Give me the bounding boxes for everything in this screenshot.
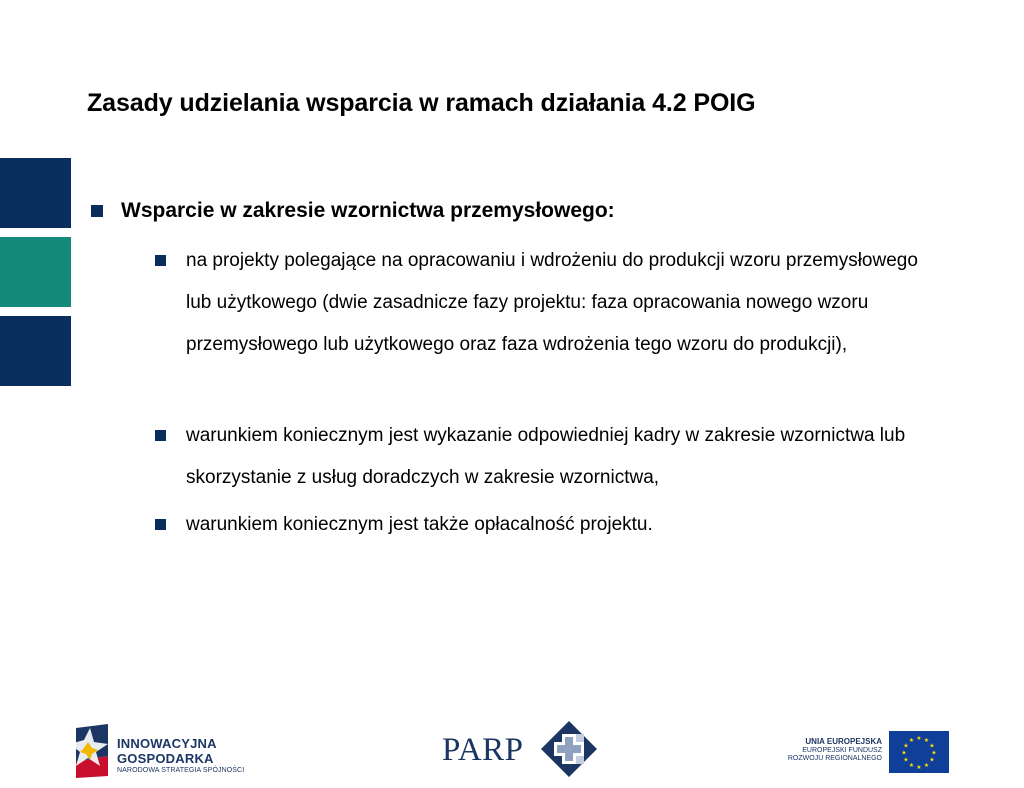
side-block-top [0,158,71,228]
svg-text:★: ★ [903,742,909,750]
parp-wordmark: PARP [442,732,524,768]
list-item [155,504,935,546]
side-block-bottom [0,316,71,386]
svg-text:★: ★ [923,762,930,769]
list-item-text: na projekty polegające na opracowaniu i wdrożeniu do produkcji wzoru przemysłowego lub użytkowego (dwie zasadnicze fazy projektu: faza opracowania nowego wzoru przemysłowego lub użytkowego oraz faza wdrożenia tego wzoru do produkcji), [186,250,918,355]
parp-emblem-icon [540,720,598,778]
svg-text:★: ★ [929,742,935,750]
europejski-fundusz-label: EUROPEJSKI FUNDUSZ [802,747,882,754]
square-bullet-icon [155,519,166,530]
svg-text:★: ★ [931,749,937,757]
list-item-text: warunkiem koniecznym jest wykazanie odpowiedniej kadry w zakresie wzornictwa lub skorzystanie z usług doradczych w zakresie wzornictwa, [186,425,906,488]
svg-text:★: ★ [916,735,922,742]
side-block-middle [0,237,71,307]
eu-fund-text [770,737,882,762]
unia-europejska-label: UNIA EUROPEJSKA [805,737,882,746]
slide-title: Zasady udzielania wsparcia w ramach działania 4.2 POIG [87,89,756,117]
parp-logo [442,720,602,780]
svg-text:★: ★ [908,737,915,744]
svg-text:★: ★ [929,756,935,764]
svg-text:★: ★ [908,762,915,769]
narodowa-strategia-label: NARODOWA STRATEGIA SPÓJNOŚCI [117,767,245,774]
section-heading-text: Wsparcie w zakresie wzornictwa przemysłowego: [121,199,615,222]
gospodarka-label: GOSPODARKA [117,751,214,766]
innowacyjna-gospodarka-logo [70,722,245,782]
svg-text:★: ★ [916,764,922,771]
rozwoju-regionalnego-label: ROZWOJU REGIONALNEGO [787,755,882,762]
list-item [155,240,935,366]
svg-text:★: ★ [901,749,907,757]
svg-text:★: ★ [923,737,930,744]
list-item-text: warunkiem koniecznym jest także opłacalność projektu. [186,514,653,535]
innowacyjna-label: INNOWACYJNA [117,736,217,751]
footer-logos [0,700,1024,788]
square-bullet-icon [91,205,103,217]
square-bullet-icon [155,430,166,441]
list-item [155,415,935,499]
square-bullet-icon [155,255,166,266]
svg-text:★: ★ [903,756,909,764]
eu-flag-icon [889,731,949,773]
innowacyjna-flag-icon [70,722,114,780]
